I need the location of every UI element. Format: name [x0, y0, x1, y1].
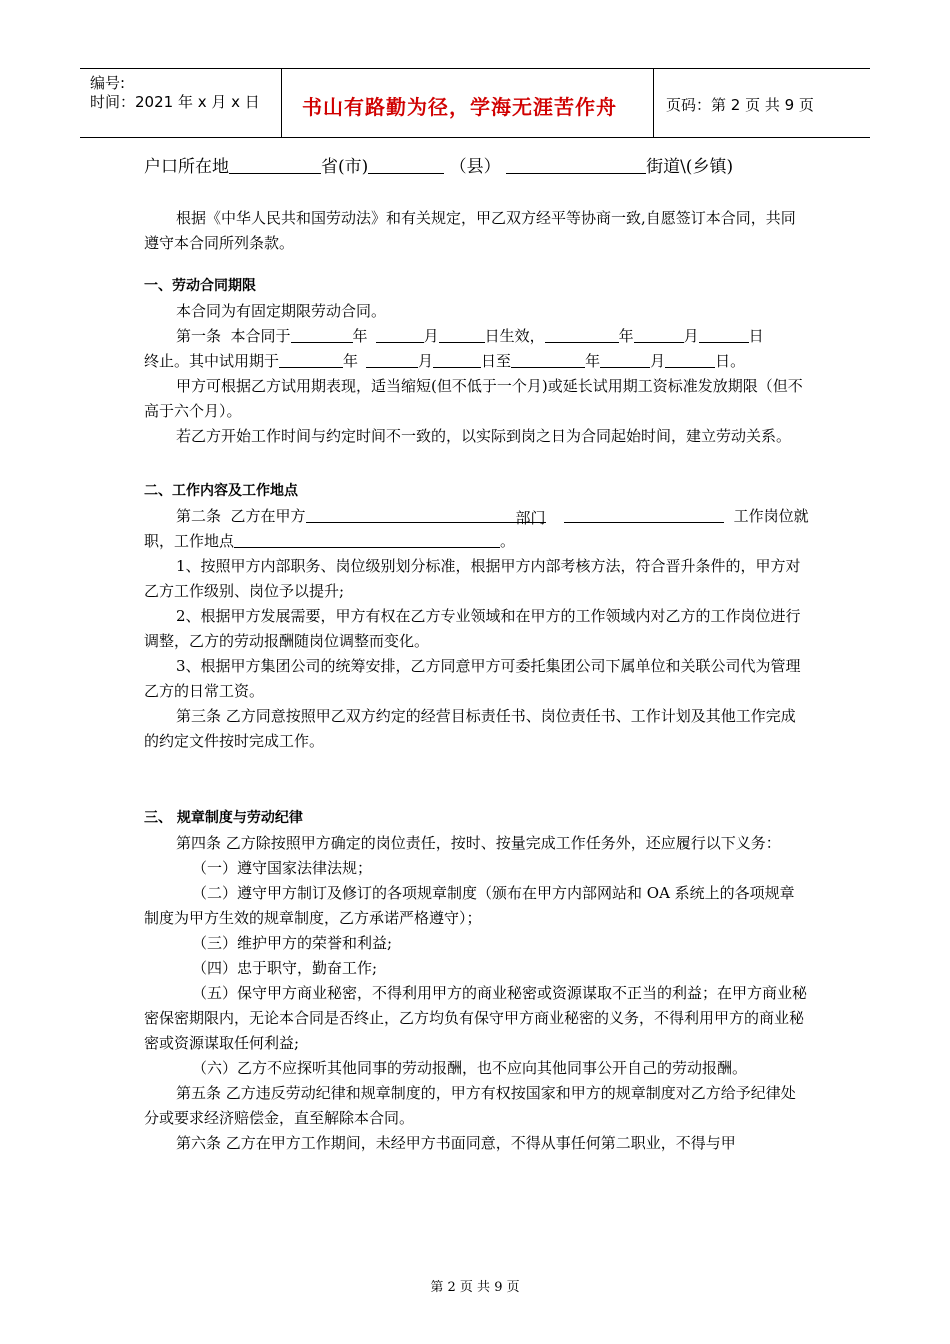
paragraph: 若乙方开始工作时间与约定时间不一致的，以实际到岗之日为合同起始时间，建立劳动关系。 — [176, 427, 792, 445]
text: 日至 — [481, 352, 512, 370]
article-4: 第四条 乙方除按照甲方确定的岗位责任，按时、按量完成工作任务外，还应履行以下义务： — [176, 834, 781, 852]
paragraph: 甲方可根据乙方试用期表现，适当缩短(但不低于一个月)或延长试用期工资标准发放期限（但不高于六个月）。 — [144, 377, 803, 420]
blank-province — [229, 157, 321, 174]
text: 年 — [343, 352, 359, 370]
blank-street — [506, 157, 646, 174]
blank-location — [234, 531, 500, 548]
page-footer: 第 2 页 共 9 页 — [430, 1280, 520, 1295]
text: 终止。其中试用期于 — [144, 352, 280, 370]
blank-department — [306, 506, 484, 523]
text: 工作岗位就 — [733, 507, 809, 525]
text: 月 — [650, 352, 666, 370]
list-item: （四）忠于职守，勤奋工作; — [192, 959, 378, 977]
list-item: （五）保守甲方商业秘密，不得利用甲方的商业秘密或资源谋取不正当的利益；在甲方商业秘密保密期限内，无论本合同是否终止，乙方均负有保守甲方商业秘密的义务，不得利用甲方的商业秘密或资源谋取任何利益; — [144, 984, 808, 1052]
text: 年 — [585, 352, 601, 370]
article-1-line — [144, 324, 808, 349]
header-motto-cell — [282, 69, 654, 137]
page-header — [80, 68, 870, 138]
article-1-line-2 — [144, 349, 808, 374]
blank — [699, 326, 749, 343]
blank — [291, 326, 353, 343]
article-5: 第五条 乙方违反劳动纪律和规章制度的，甲方有权按国家和甲方的规章制度对乙方给予纪律处分或要求经济赔偿金，直至解除本合同。 — [144, 1084, 796, 1127]
blank — [439, 326, 485, 343]
text: 月 — [418, 352, 434, 370]
blank — [634, 326, 684, 343]
blank — [545, 326, 619, 343]
blank — [433, 351, 481, 368]
intro-paragraph: 根据《中华人民共和国劳动法》和有关规定，甲乙双方经平等协商一致,自愿签订本合同，共同遵守本合同所列条款。 — [144, 209, 796, 252]
document-number-label: 编号: — [90, 74, 126, 92]
text: 日生效， — [484, 327, 545, 345]
document-date-label: 时间：2021 年 x 月 x 日 — [90, 93, 260, 111]
document-body — [144, 155, 808, 1156]
blank — [665, 351, 715, 368]
text: 第一条 本合同于 — [176, 327, 291, 345]
county-label: （县） — [449, 157, 501, 177]
blank-city — [368, 157, 444, 174]
text: 职，工作地点 — [144, 532, 235, 550]
spacer — [144, 194, 808, 206]
paragraph: 本合同为有固定期限劳动合同。 — [176, 302, 387, 320]
province-label: 省(市) — [321, 157, 369, 177]
list-item: （二）遵守甲方制订及修订的各项规章制度（颁布在甲方内部网站和 OA 系统上的各项规章制度为甲方生效的规章制度，乙方承诺严格遵守）； — [144, 884, 795, 927]
header-page-cell — [654, 69, 870, 137]
blank — [366, 351, 418, 368]
text: 。 — [500, 532, 516, 550]
article-3: 第三条 乙方同意按照甲乙双方约定的经营目标责任书、岗位责任书、工作计划及其他工作完成的约定文件按时完成工作。 — [144, 707, 796, 750]
list-item: （六）乙方不应探听其他同事的劳动报酬，也不应向其他同事公开自己的劳动报酬。 — [192, 1059, 748, 1077]
text: 日。 — [715, 352, 746, 370]
spacer — [144, 449, 808, 461]
header-meta-cell — [80, 69, 282, 137]
text: 日 — [748, 327, 764, 345]
list-item: （三）维护甲方的荣誉和利益; — [192, 934, 393, 952]
paragraph: 2、根据甲方发展需要，甲方有权在乙方专业领域和在甲方的工作领域内对乙方的工作岗位进行调整，乙方的劳动报酬随岗位调整而变化。 — [144, 607, 801, 650]
text: 年 — [352, 327, 368, 345]
text: 年 — [618, 327, 634, 345]
list-item: （一）遵守国家法律法规； — [192, 859, 373, 877]
blank — [600, 351, 650, 368]
article-2-line-2 — [144, 529, 808, 554]
section-1-title: 一、劳动合同期限 — [144, 278, 256, 294]
section-3-title: 三、 规章制度与劳动纪律 — [144, 810, 303, 826]
section-2-title: 二、工作内容及工作地点 — [144, 483, 298, 499]
blank — [279, 351, 343, 368]
text: 月 — [423, 327, 439, 345]
header-motto: 书山有路勤为径，学海无涯苦作舟 — [302, 95, 617, 119]
blank-position — [564, 506, 724, 523]
text: 第二条 乙方在甲方 — [176, 507, 306, 525]
paragraph: 1、按照甲方内部职务、岗位级别划分标准，根据甲方内部考核方法，符合晋升条件的，甲方对乙方工作级别、岗位予以提升; — [144, 557, 801, 600]
article-6: 第六条 乙方在甲方工作期间，未经甲方书面同意，不得从事任何第二职业，不得与甲 — [176, 1134, 736, 1152]
hukou-line — [144, 155, 808, 180]
street-label: 街道\(乡镇) — [646, 157, 734, 177]
text: 月 — [683, 327, 699, 345]
department-label: 部门 — [484, 506, 546, 523]
spacer — [144, 754, 808, 788]
paragraph: 3、根据甲方集团公司的统筹安排，乙方同意甲方可委托集团公司下属单位和关联公司代为管理乙方的日常工资。 — [144, 657, 801, 700]
blank — [511, 351, 585, 368]
blank — [376, 326, 424, 343]
article-2-line — [144, 504, 808, 529]
header-page-info: 页码：第 2 页 共 9 页 — [666, 96, 814, 114]
hukou-label: 户口所在地 — [144, 157, 229, 177]
